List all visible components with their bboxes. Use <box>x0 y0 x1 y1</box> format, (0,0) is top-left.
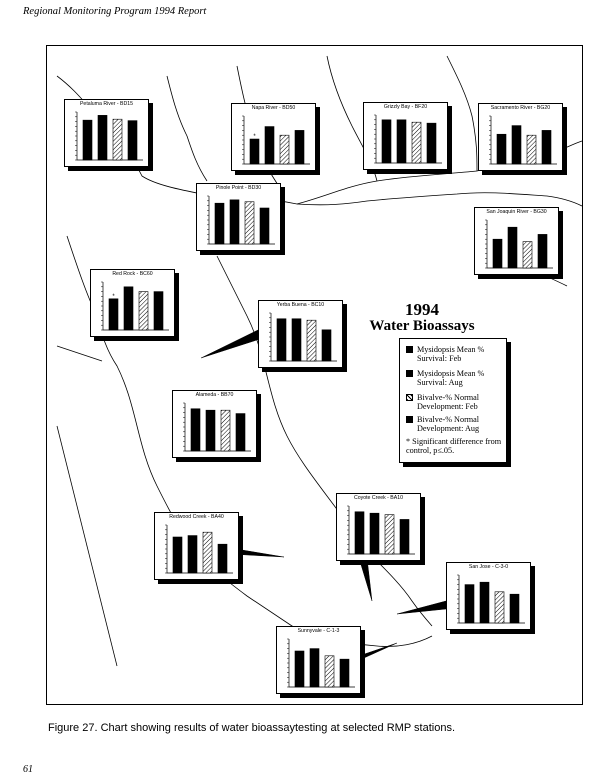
bar <box>230 200 239 244</box>
station-chart <box>196 183 281 251</box>
bar <box>538 234 547 268</box>
station-bar-chart <box>173 391 258 459</box>
pointer-coyote-creek <box>359 558 372 601</box>
bar <box>113 119 122 160</box>
bar <box>497 134 506 164</box>
legend <box>399 338 507 463</box>
legend-swatch <box>406 394 413 401</box>
station-chart <box>446 562 531 630</box>
bar <box>173 537 182 573</box>
bar <box>260 208 269 244</box>
station-title: San Jose - C-3-0 <box>468 564 509 570</box>
legend-label: Mysidopsis Mean % Survival: Feb <box>417 345 485 363</box>
bar <box>427 123 436 163</box>
bar <box>221 410 230 451</box>
bar <box>245 202 254 244</box>
bar <box>523 242 532 268</box>
bar <box>385 515 394 554</box>
station-bar-chart <box>364 103 449 171</box>
station-title: Alameda - BB70 <box>195 392 234 398</box>
bar <box>265 127 274 164</box>
bar <box>510 594 519 623</box>
legend-swatch <box>406 370 413 377</box>
bar <box>250 139 259 164</box>
legend-note: * Significant difference from control, p≤.05. <box>406 437 502 455</box>
bar <box>493 239 502 268</box>
bar <box>295 651 304 687</box>
bar <box>400 519 409 554</box>
river-east <box>447 56 477 171</box>
bar <box>495 592 504 623</box>
station-title: San Joaquin River - BG30 <box>486 209 547 215</box>
bar <box>370 513 379 554</box>
station-title: Red Rock - BC60 <box>112 271 153 277</box>
bar <box>203 532 212 573</box>
station-bar-chart <box>277 627 362 695</box>
bar <box>542 130 551 164</box>
figure-caption: Figure 27. Chart showing results of water bioassaytesting at selected RMP stations. <box>48 722 455 734</box>
bar <box>325 656 334 687</box>
station-bar-chart <box>475 208 560 276</box>
bar <box>307 320 316 361</box>
bar <box>191 409 200 451</box>
page-number: 61 <box>23 764 33 775</box>
significance-marker: * <box>253 134 256 141</box>
bar <box>322 330 331 361</box>
bar <box>397 120 406 163</box>
station-title: Redwood Creek - BA40 <box>169 514 224 520</box>
legend-subtitle: Water Bioassays <box>369 318 475 334</box>
bar <box>236 414 245 451</box>
station-bar-chart <box>337 494 422 562</box>
station-chart <box>474 207 559 275</box>
golden-gate <box>57 346 102 361</box>
bar <box>355 512 364 554</box>
bar <box>98 115 107 160</box>
bar <box>188 536 197 573</box>
station-title: Napa River - BD50 <box>251 105 296 111</box>
legend-swatch <box>406 346 413 353</box>
station-bar-chart <box>197 184 282 252</box>
station-chart <box>276 626 361 694</box>
bar <box>206 410 215 451</box>
station-chart <box>231 103 316 171</box>
bar <box>465 585 474 623</box>
bar <box>508 227 517 268</box>
significance-marker: * <box>112 293 115 300</box>
bar <box>154 292 163 330</box>
station-chart <box>64 99 149 167</box>
bar <box>128 121 137 160</box>
station-title: Yerba Buena - BC10 <box>276 302 325 308</box>
station-title: Grizzly Bay - BF20 <box>383 104 428 110</box>
station-bar-chart <box>447 563 532 631</box>
legend-swatch <box>406 416 413 423</box>
station-title: Pinole Point - BD30 <box>215 185 262 191</box>
bar <box>340 659 349 687</box>
bar <box>215 203 224 244</box>
bar <box>280 135 289 164</box>
bar <box>480 582 489 623</box>
bar <box>512 126 521 164</box>
bar <box>412 122 421 163</box>
bar <box>295 130 304 164</box>
station-chart <box>154 512 239 580</box>
bar <box>139 292 148 330</box>
station-chart <box>336 493 421 561</box>
legend-year: 1994 <box>405 300 439 319</box>
station-bar-chart <box>155 513 240 581</box>
station-bar-chart <box>259 301 344 369</box>
bar <box>83 120 92 160</box>
station-title: Sacramento River - BG20 <box>490 105 551 111</box>
pointer-san-jose <box>397 601 446 614</box>
station-bar-chart <box>232 104 317 172</box>
station-title: Coyote Creek - BA10 <box>353 495 403 501</box>
station-bar-chart <box>479 104 564 172</box>
station-title: Sunnyvale - C-1-3 <box>297 628 340 634</box>
bar <box>109 299 118 330</box>
bar <box>218 544 227 573</box>
bar <box>382 120 391 163</box>
bar <box>292 319 301 361</box>
legend-label: Bivalve-% Normal Development: Aug <box>417 415 480 433</box>
delta-channel <box>297 193 582 206</box>
bar <box>277 319 286 361</box>
coast-south <box>57 426 117 666</box>
pointer-yerba-buena <box>201 329 260 358</box>
legend-label: Mysidopsis Mean % Survival: Aug <box>417 369 485 387</box>
bar <box>527 135 536 164</box>
station-chart <box>478 103 563 171</box>
bar <box>124 287 133 330</box>
running-header: Regional Monitoring Program 1994 Report <box>23 6 207 17</box>
river-north <box>167 76 207 181</box>
station-chart <box>90 269 175 337</box>
station-chart <box>363 102 448 170</box>
legend-label: Bivalve-% Normal Development: Feb <box>417 393 480 411</box>
station-chart <box>258 300 343 368</box>
station-chart <box>172 390 257 458</box>
bar <box>310 649 319 687</box>
station-title: Petaluma River - BD15 <box>79 101 134 107</box>
station-bar-chart <box>65 100 150 168</box>
station-bar-chart <box>91 270 176 338</box>
